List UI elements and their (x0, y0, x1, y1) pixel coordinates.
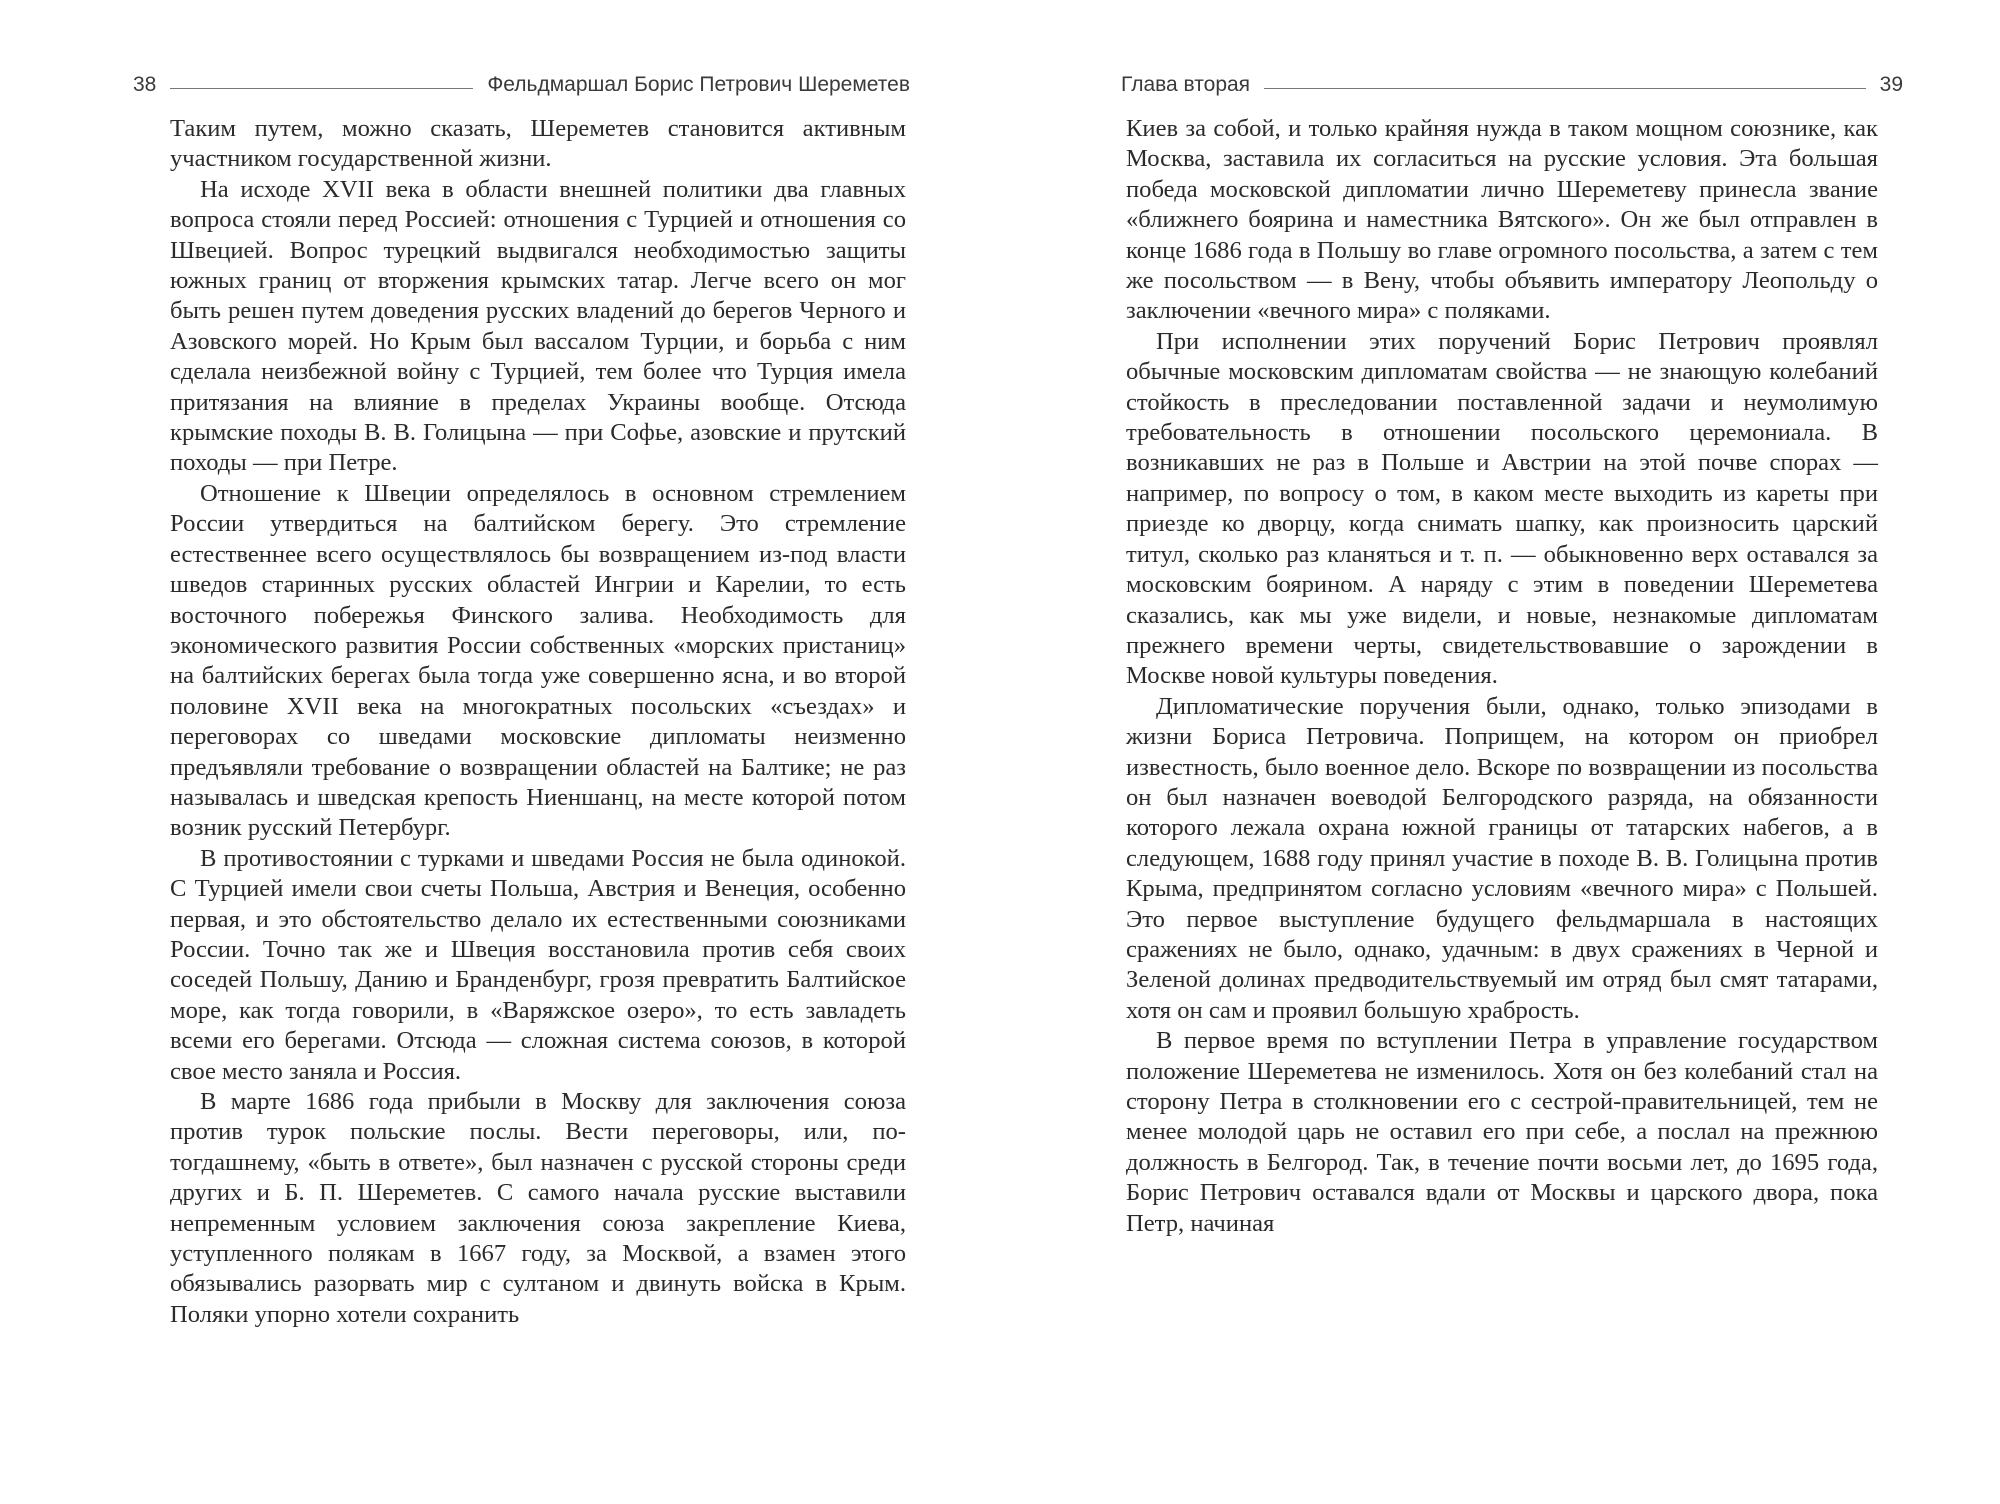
right-header-rule (1264, 88, 1866, 89)
right-page (1000, 0, 2000, 1504)
paragraph: В первое время по вступлении Петра в управление государством положение Шереметева не изменилось. Хотя он без колебаний стал на сторону Петра в столкновении его с сестрой-правительницей, тем не менее молодой царь не оставил его при себе, а послал на прежнюю должность в Белгород. Так, в течение почти восьми лет, до 1695 года, Борис Петрович оставался вдали от Москвы и царского двора, пока Петр, начиная (1126, 1027, 1878, 1237)
paragraph: Таким путем, можно сказать, Шереметев становится активным участником государственной жизни. (170, 115, 906, 173)
paragraph: В марте 1686 года прибыли в Москву для заключения союза против турок польские послы. Вести переговоры, или, по-тогдашнему, «быть в ответе», был назначен с русской стороны среди других и Б. П. Шереметев. С самого начала русские выставили непременным условием заключения союза закрепление Киева, уступленного полякам в 1667 году, за Москвой, а взамен этого обязывались разорвать мир с султаном и двинуть войска в Крым. Поляки упорно хотели сохранить (170, 1088, 906, 1328)
paragraph: Дипломатические поручения были, однако, только эпизодами в жизни Бориса Петровича. Поприщем, на котором он приобрел известность, было военное дело. Вскоре по возвращении из посольства он был назначен воеводой Белгородского разряда, на обязанности которого лежала охрана южной границы от татарских набегов, а в следующем, 1688 году принял участие в походе В. В. Голицына против Крыма, предпринятом согласно условиям «вечного мира» с Польшей. Это первое выступление будущего фельдмаршала в настоящих сражениях не было, однако, удачным: в двух сражениях в Черной и Зеленой долинах предводительствуемый им отряд был смят татарами, хотя он сам и проявил большую храбрость. (1126, 692, 1878, 1024)
right-page-number: 39 (1879, 73, 1903, 96)
paragraph: Отношение к Швеции определялось в основном стремлением России утвердиться на балтийском берегу. Это стремление естественнее всего осуществлялось бы возвращением из-под власти шведов старинных русских областей Ингрии и Карелии, то есть восточного побережья Финского залива. Необходимость для экономического развития России собственных «морских пристаниц» на балтийских берегах была тогда уже совершенно ясна, и во второй половине XVII века на многократных посольских «съездах» и переговорах со шведами московские дипломаты неизменно предъявляли требование о возвращении областей на Балтике; не раз называлась и шведская крепость Ниеншанц, на месте которой потом возник русский Петербург. (170, 479, 906, 842)
paragraph: При исполнении этих поручений Борис Петрович проявлял обычные московским дипломатам свойства — не знающую колебаний стойкость в преследовании поставленной задачи и неумолимую требовательность в отношении посольского церемониала. В возникавших не раз в Польше и Австрии на этой почве спорах — например, по вопросу о том, в каком месте выходить из кареты при приезде ко дворцу, когда снимать шапку, как произносить царский титул, сколько раз кланяться и т. п. — обыкновенно верх оставался за московским боярином. А наряду с этим в поведении Шереметева сказались, как мы уже видели, и новые, незнакомые дипломатам прежнего времени черты, свидетельствовавшие о зарождении в Москве новой культуры поведения. (1126, 327, 1878, 690)
right-text-block (1126, 114, 1878, 1239)
left-page-number: 38 (133, 73, 157, 96)
paragraph: На исходе XVII века в области внешней политики два главных вопроса стояли перед Россией: отношения с Турцией и отношения со Швецией. Вопрос турецкий выдвигался необходимостью защиты южных границ от вторжения крымских татар. Легче всего он мог быть решен путем доведения русских владений до берегов Черного и Азовского морей. Но Крым был вассалом Турции, и борьба с ним сделала неизбежной войну с Турцией, тем более что Турция имела притязания на влияние в пределах Украины вообще. Отсюда крымские походы В. В. Голицына — при Софье, азовские и прутский походы — при Петре. (170, 175, 906, 477)
left-text-block (170, 114, 906, 1330)
paragraph: Киев за собой, и только крайняя нужда в таком мощном союзнике, как Москва, заставила их согласиться на русские условия. Эта большая победа московской дипломатии лично Шереметеву принесла звание «ближнего боярина и наместника Вятского». Он же был отправлен в конце 1686 года в Польшу во главе огромного посольства, а затем с тем же посольством — в Вену, чтобы объявить императору Леопольду о заключении «вечного мира» с поляками. (1126, 115, 1878, 325)
right-running-head (1121, 70, 1903, 100)
left-running-head (133, 70, 910, 100)
right-running-title: Глава вторая (1121, 73, 1251, 96)
left-header-rule (170, 88, 473, 89)
left-running-title: Фельдмаршал Борис Петрович Шереметев (487, 73, 910, 96)
paragraph: В противостоянии с турками и шведами Россия не была одинокой. С Турцией имели свои счеты Польша, Австрия и Венеция, особенно первая, и это обстоятельство делало их естественными союзниками России. Точно так же и Швеция восстановила против себя своих соседей Польшу, Данию и Бранденбург, грозя превратить Балтийское море, как тогда говорили, в «Варяжское озеро», то есть завладеть всеми его берегами. Отсюда — сложная система союзов, в которой свое место заняла и Россия. (170, 844, 906, 1085)
